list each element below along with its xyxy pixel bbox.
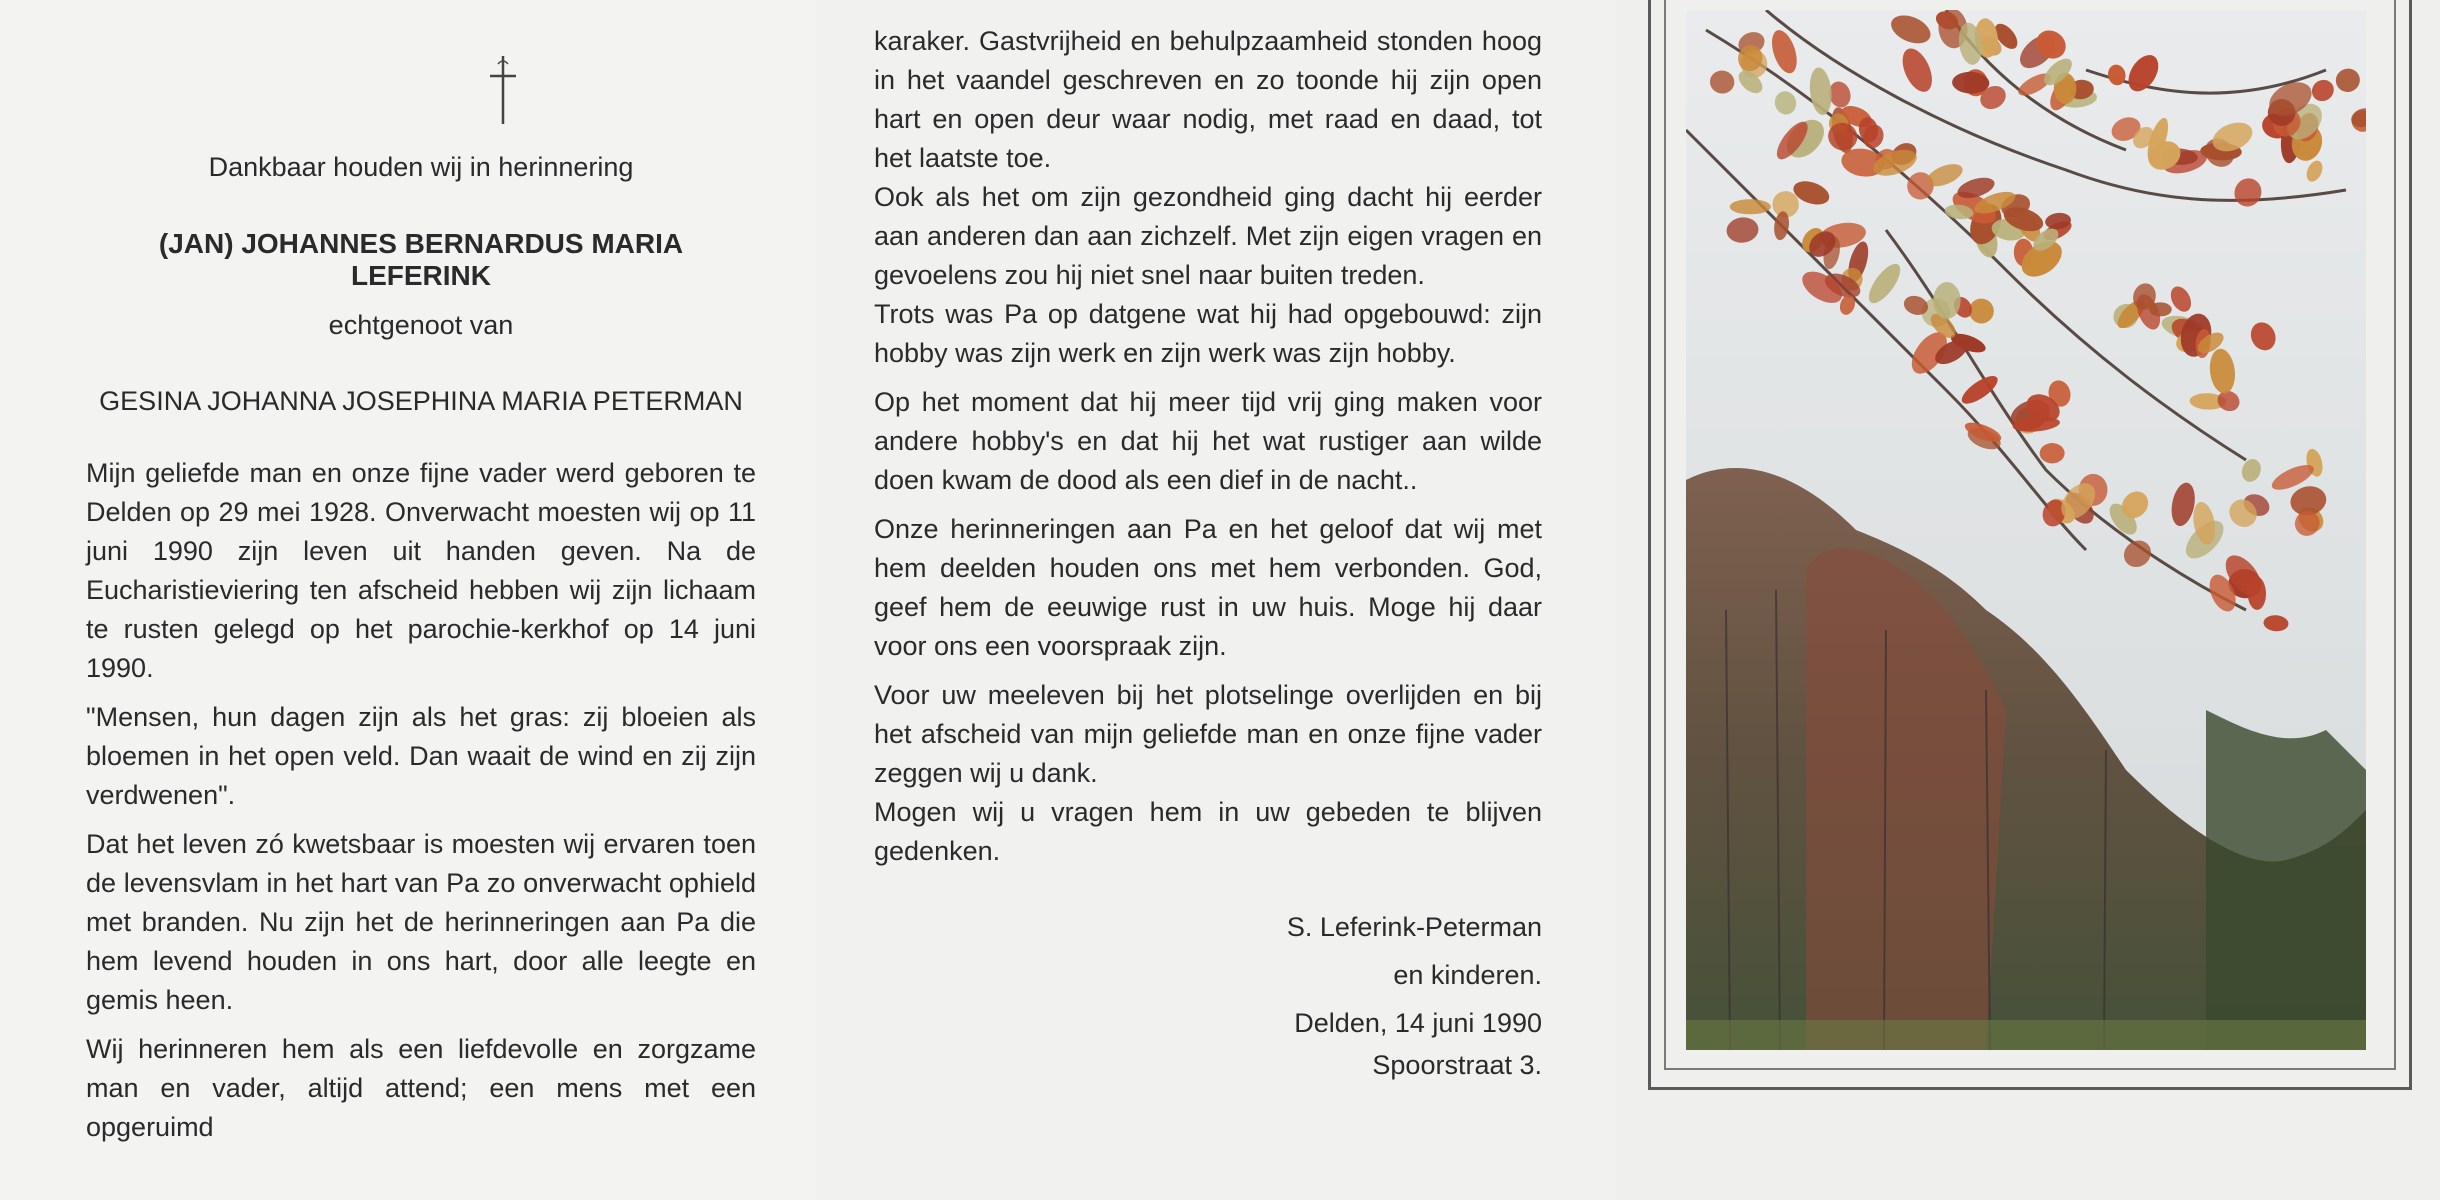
middle-body [874, 22, 1542, 881]
signature-place-date: Delden, 14 juni 1990 [1294, 1008, 1542, 1038]
leaf [2040, 443, 2065, 463]
cross-icon [488, 54, 518, 126]
autumn-tree-illustration [1686, 10, 2366, 1050]
paragraph: Op het moment dat hij meer tijd vrij ging maken voor andere hobby's en dat hij het wat rustiger aan wilde doen kwam de dood als een dief in de nacht.. [874, 387, 1542, 495]
paragraph: Dat het leven zó kwetsbaar is moesten wij ervaren toen de levensvlam in het hart van Pa zo onverwacht ophield met branden. Nu zijn het de herinneringen aan Pa die hem levend houden in ons hart, door alle leegte en gemis heen. [86, 829, 756, 1015]
leaf [1933, 282, 1960, 319]
signature-family: en kinderen. [1393, 960, 1542, 990]
spouse-name: GESINA JOHANNA JOSEPHINA MARIA PETERMAN [99, 386, 743, 416]
paragraph: Mijn geliefde man en onze fijne vader werd geboren te Delden op 29 mei 1928. Onverwacht moesten wij op 11 juni 1990 zijn leven uit handen geven. Na de Eucharistieviering ten afscheid hebben wij zijn lichaam te rusten gelegd op het parochie-kerkhof op 14 juni 1990. [86, 458, 756, 683]
leaf [2149, 302, 2172, 316]
paragraph: karaker. Gastvrijheid en behulpzaamheid stonden hoog in het vaandel geschreven en zo toonde hij zijn open hart en open deur waar nodig, met raad en daad, tot het laatste toe. [874, 26, 1542, 173]
paragraph: Onze herinneringen aan Pa en het geloof dat wij met hem deelden houden ons met hem verbonden. God, geef hem de eeuwige rust in uw huis. Moge hij daar voor ons een voorspraak zijn. [874, 514, 1542, 661]
relation-line: echtgenoot van [328, 310, 514, 340]
deceased-name: (JAN) JOHANNES BERNARDUS MARIA LEFERINK [158, 228, 684, 291]
paragraph: Wij herinneren hem als een liefdevolle en zorgzame man en vader, altijd attend; een mens met een opgeruimd [86, 1034, 756, 1142]
paragraph: Voor uw meeleven bij het plotselinge overlijden en bij het afscheid van mijn geliefde man en onze fijne vader zeggen wij u dank. [874, 680, 1542, 788]
left-panel [0, 0, 816, 1200]
grass [1686, 1020, 2366, 1050]
left-body [86, 454, 756, 1157]
signature-name: S. Leferink-Peterman [1286, 912, 1542, 942]
paragraph: "Mensen, hun dagen zijn als het gras: zij bloeien als bloemen in het open veld. Dan waait de wind en zij zijn verdwenen". [86, 702, 756, 810]
autumn-tree-photo [1686, 10, 2366, 1050]
pine-trees [2206, 710, 2366, 1050]
paragraph: Mogen wij u vragen hem in uw gebeden te blijven gedenken. [874, 797, 1542, 866]
paragraph: Ook als het om zijn gezondheid ging dacht hij eerder aan anderen dan aan zichzelf. Met zijn eigen vragen en gevoelens zou hij niet snel naar buiten treden. [874, 182, 1542, 290]
intro-line: Dankbaar houden wij in herinnering [208, 152, 634, 182]
leaf [1730, 199, 1771, 214]
signature-address: Spoorstraat 3. [1372, 1050, 1542, 1080]
paragraph: Trots was Pa op datgene wat hij had opgebouwd: zijn hobby was zijn werk en zijn werk was zijn hobby. [874, 299, 1542, 368]
